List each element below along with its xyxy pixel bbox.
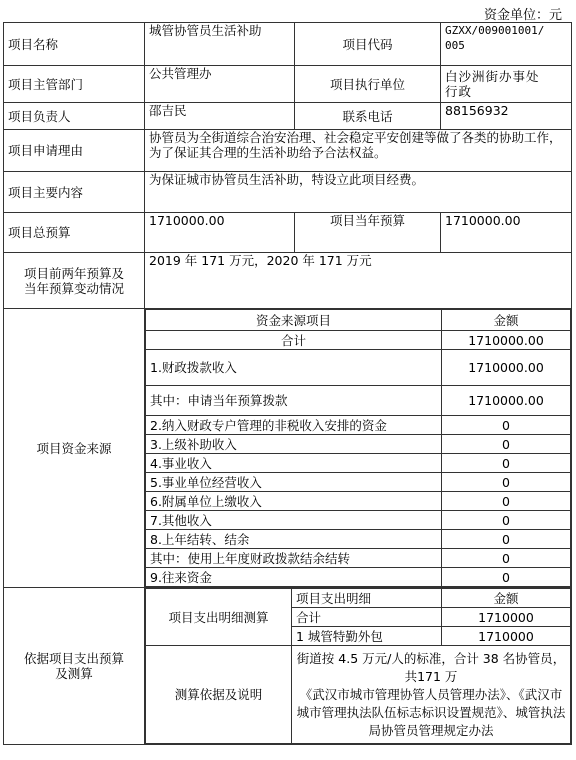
funding-row-item: 9.往来资金 [146,568,442,587]
funding-row-item: 5.事业单位经营收入 [146,473,442,492]
department-label: 项目主管部门 [4,66,145,103]
funding-source-table [145,309,571,587]
project-name-label: 项目名称 [4,23,145,66]
funding-row-amount: 0 [442,454,571,473]
project-code-value: GZXX/009001001/ 005 [441,23,572,66]
executing-unit-label: 项目执行单位 [295,66,441,103]
funding-row-amount: 0 [442,473,571,492]
prev-budget-value: 2019 年 171 万元，2020 年 171 万元 [145,253,572,309]
funding-row-item: 4.事业收入 [146,454,442,473]
funding-row-amount: 0 [442,492,571,511]
expense-col-amount: 金额 [442,589,571,608]
funding-row-amount: 1710000.00 [442,331,571,350]
project-budget-form [3,22,572,745]
total-budget-value: 1710000.00 [145,213,295,253]
funding-col-amount: 金额 [442,310,571,331]
phone-value: 88156932 [441,103,572,130]
reason-label: 项目申请理由 [4,130,145,172]
project-code-label: 项目代码 [295,23,441,66]
funding-row-item: 合计 [146,331,442,350]
funding-row-item: 6.附属单位上缴收入 [146,492,442,511]
funding-row-amount: 0 [442,549,571,568]
prev-budget-label: 项目前两年预算及 当年预算变动情况 [4,253,145,309]
expense-row-amount: 1710000 [442,608,571,627]
funding-row-item: 8.上年结转、结余 [146,530,442,549]
funding-row-amount: 0 [442,416,571,435]
phone-label: 联系电话 [295,103,441,130]
funding-row-amount: 1710000.00 [442,350,571,386]
expense-row-amount: 1710000 [442,627,571,646]
calculation-basis-text: 街道按 4.5 万元/人的标准，合计 38 名协管员，共171 万 《武汉市城市管理协管人员管理办法》、《武汉市城市管理执法队伍标志标识设置规范》、城管执法局协管员管理规定办法 [292,646,571,744]
funding-row-amount: 0 [442,530,571,549]
reason-value: 协管员为全街道综合治安治理、社会稳定平安创建等做了各类的协助工作，为了保证其合理的生活补助给予合法权益。 [145,130,572,172]
total-budget-label: 项目总预算 [4,213,145,253]
funding-row-item: 其中：申请当年预算拨款 [146,386,442,416]
executing-unit-value: 白沙洲街办事处 行政 [441,66,572,103]
content-value: 为保证城市协管员生活补助，特设立此项目经费。 [145,172,572,213]
owner-value: 邵吉民 [145,103,295,130]
funding-row-item: 3.上级补助收入 [146,435,442,454]
funding-row-item: 2.纳入财政专户管理的非税收入安排的资金 [146,416,442,435]
expense-basis-label: 依据项目支出预算 及测算 [4,588,145,745]
funding-row-amount: 1710000.00 [442,386,571,416]
funding-row-item: 7.其他收入 [146,511,442,530]
expense-col-item: 项目支出明细 [292,589,442,608]
year-budget-label: 项目当年预算 [295,213,441,253]
funding-row-item: 1.财政拨款收入 [146,350,442,386]
expense-detail-table [145,588,571,744]
expense-row-item: 合计 [292,608,442,627]
funding-source-label: 项目资金来源 [4,309,145,588]
year-budget-value: 1710000.00 [441,213,572,253]
department-value: 公共管理办 [145,66,295,103]
funding-row-item: 其中：使用上年度财政拨款结余结转 [146,549,442,568]
calculation-basis-label: 测算依据及说明 [146,646,292,744]
owner-label: 项目负责人 [4,103,145,130]
expense-row-item: 1 城管特勤外包 [292,627,442,646]
project-name-value: 城管协管员生活补助 [145,23,295,66]
expense-detail-label: 项目支出明细测算 [146,589,292,646]
funding-row-amount: 0 [442,511,571,530]
funding-col-item: 资金来源项目 [146,310,442,331]
funding-row-amount: 0 [442,568,571,587]
funding-row-amount: 0 [442,435,571,454]
content-label: 项目主要内容 [4,172,145,213]
currency-unit: 资金单位：元 [483,8,562,23]
